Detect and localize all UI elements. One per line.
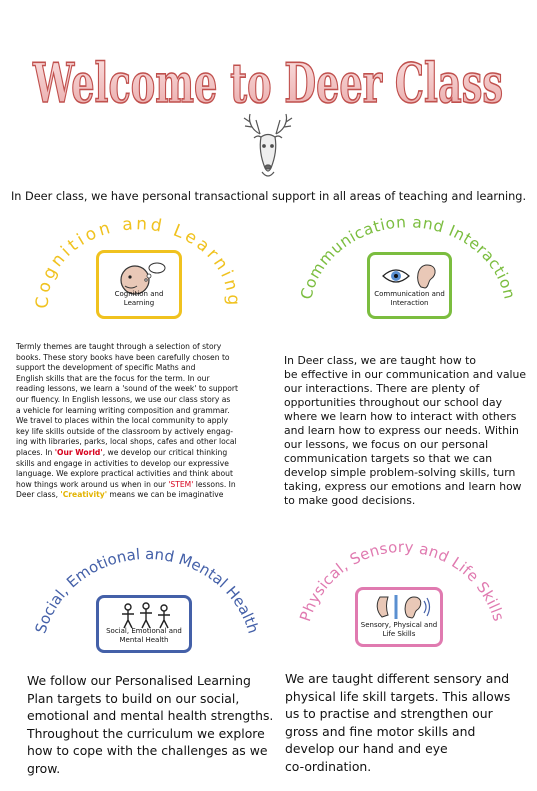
text-line: our lessons, we focus on our personal [284, 438, 489, 451]
communication-text [284, 354, 534, 508]
deer-head-icon [240, 112, 296, 182]
text-line: physical life skill targets. This allows [285, 688, 511, 704]
card-label-semh: Social, Emotional and Mental Health [106, 627, 182, 644]
heading-cognition-text: Cognition and Learning [32, 214, 244, 309]
text-line: reading lessons, we learn a 'sound of the week' to support [16, 384, 239, 394]
card-label-communication: Communication and Interaction [374, 290, 445, 307]
semh-card [96, 595, 192, 653]
text-line: to make good decisions. [284, 494, 416, 507]
heading-communication-text: Communication and Interaction [297, 213, 519, 302]
physical-text [285, 670, 535, 775]
senses-icon [372, 593, 432, 621]
text-line: where we learn how to interact with others [284, 410, 517, 423]
people-icon [116, 602, 176, 630]
text-line: how to cope with the challenges as we [27, 743, 268, 758]
text-line: We are taught different sensory and [285, 671, 510, 686]
text-line: and learn how to express our needs. Within [284, 424, 519, 437]
text-line: Deer class, 'Creativity' means we can be imaginative [16, 490, 224, 500]
page-title [0, 38, 537, 118]
card-label-cognition: Cognition and Learning [114, 290, 164, 307]
title-text: Welcome to Deer Class [32, 51, 503, 115]
text-line: our interactions. There are plenty of [284, 382, 480, 395]
text-line: develop simple problem-solving skills, turn [284, 466, 516, 479]
text-line: our fluency. In English lessons, we use our class story as [16, 394, 231, 404]
text-line: Throughout the curriculum we explore [27, 725, 265, 741]
text-line: We follow our Personalised Learning [27, 673, 251, 688]
text-line: emotional and mental health strengths. [27, 708, 274, 723]
text-line: We travel to places within the local community to apply [16, 416, 229, 426]
text-line: opportunities throughout our school day [284, 396, 502, 409]
card-label-physical: Sensory, Physical and Life Skills [360, 621, 438, 638]
physical-card [355, 587, 443, 647]
text-line: Termly themes are taught through a selection of story [16, 342, 222, 351]
text-line: English skills that are the focus for the term. In our [16, 373, 210, 383]
text-line: language. We explore practical activities and think about [16, 469, 233, 479]
text-line: places. In 'Our World', we develop our critical thinking [16, 447, 228, 457]
semh-text [27, 672, 279, 777]
text-line: gross and fine motor skills and [285, 723, 476, 739]
text-line: skills and engage in activities to develop our expressive [16, 458, 229, 468]
text-line: how things work around us when in our 'STEM' lessons. In [16, 479, 236, 489]
text-line: communication targets so that we can [284, 452, 493, 465]
eye-ear-icon [381, 261, 441, 291]
text-line: books. These story books have been carefully chosen to [16, 352, 230, 362]
text-line: us to practise and strengthen our [285, 706, 493, 721]
creativity-highlight: 'Creativity' [60, 490, 108, 500]
text-line: Plan targets to build on our social, [27, 690, 240, 706]
heading-semh-text: Social, Emotional and Mental Health [31, 544, 263, 636]
text-line: a vehicle for learning writing composition and grammar. [16, 405, 230, 415]
our-world-highlight: 'Our World' [54, 447, 103, 457]
communication-card [367, 252, 452, 319]
text-line: support the development of specific Maths and [16, 363, 196, 373]
intro-text: In Deer class, we have personal transactional support in all areas of teaching and learning. [10, 190, 527, 203]
text-line: develop our hand and eye [285, 741, 448, 756]
text-line: grow. [27, 760, 61, 776]
text-line: be effective in our communication and value [284, 368, 527, 381]
text-line: taking, express our emotions and learn how [284, 480, 522, 493]
heading-physical-text: Physical, Sensory and Life Skills [296, 537, 508, 624]
text-line: key life skills outside of the classroom by actively engag- [16, 426, 234, 436]
cognition-text [16, 342, 281, 501]
text-line: In Deer class, we are taught how to [284, 354, 476, 367]
stem-highlight: 'STEM' [168, 479, 194, 489]
text-line: ing with libraries, parks, local shops, cafes and other local [16, 437, 237, 447]
cognition-card [96, 250, 182, 319]
text-line: co-ordination. [285, 758, 372, 774]
